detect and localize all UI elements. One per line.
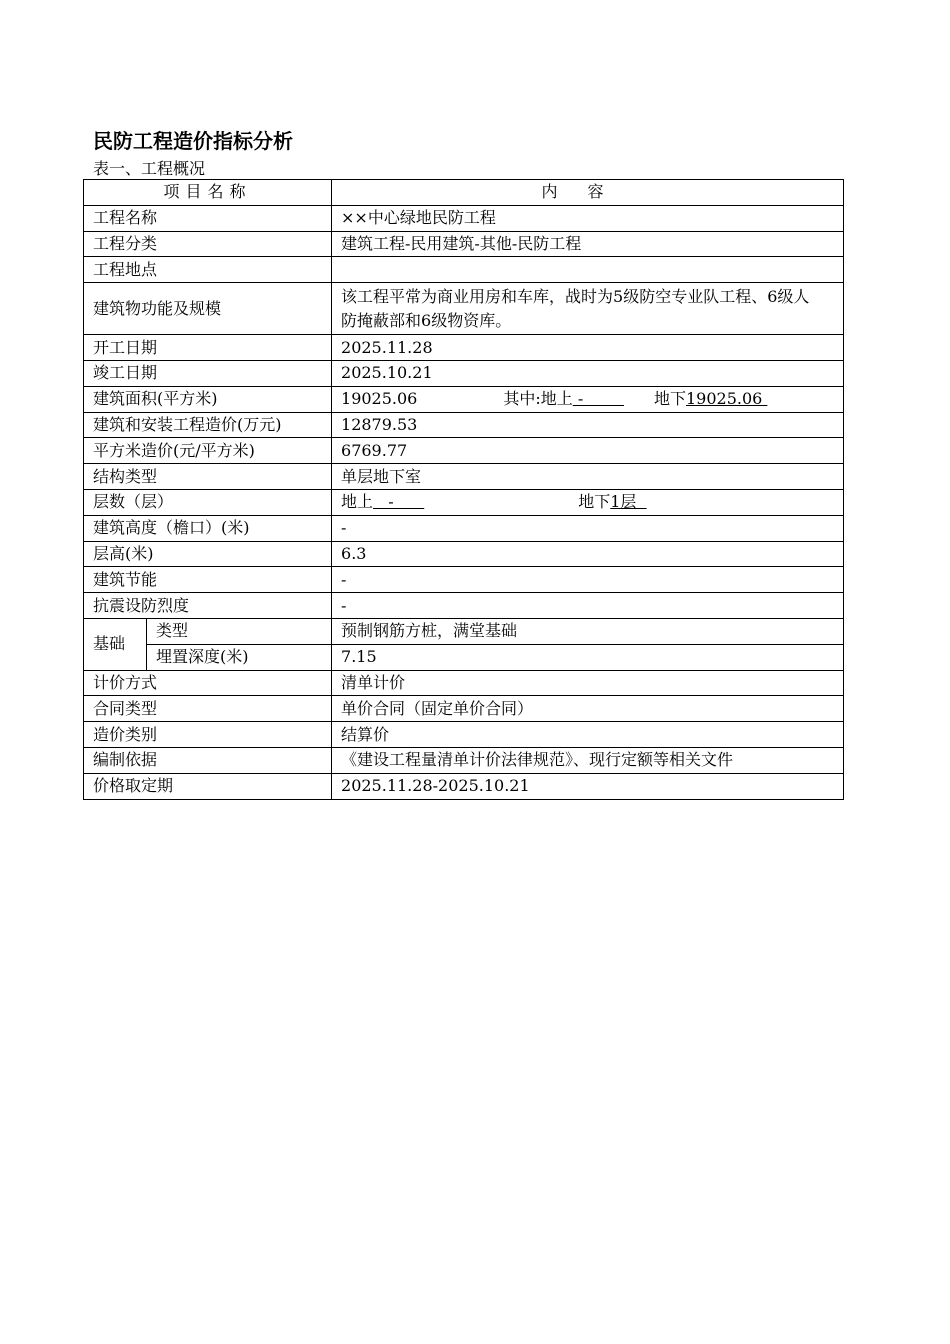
table-row xyxy=(84,515,844,541)
row-value: - xyxy=(332,593,844,619)
row-value: 6.3 xyxy=(332,541,844,567)
table-row xyxy=(84,644,844,670)
row-label: 工程名称 xyxy=(84,205,332,231)
row-value: 6769.77 xyxy=(332,438,844,464)
floors-above-label: 地上 xyxy=(341,492,374,512)
floors-below-value: 1层 xyxy=(610,492,647,512)
table-row xyxy=(84,205,844,231)
row-label: 工程分类 xyxy=(84,231,332,257)
area-total: 19025.06 xyxy=(341,389,418,409)
row-value: 单价合同（固定单价合同） xyxy=(332,696,844,722)
area-below-label: 地下 xyxy=(653,389,686,409)
row-value: 建筑工程-民用建筑-其他-民防工程 xyxy=(332,231,844,257)
row-label: 平方米造价(元/平方米) xyxy=(84,438,332,464)
row-label: 计价方式 xyxy=(84,670,332,696)
table-row xyxy=(84,618,844,644)
row-label: 建筑物功能及规模 xyxy=(84,283,332,335)
row-label: 建筑和安装工程造价(万元) xyxy=(84,412,332,438)
header-item-name: 项目名称 xyxy=(84,180,332,206)
row-value: 2025.10.21 xyxy=(332,360,844,386)
table-row xyxy=(84,412,844,438)
row-label: 层高(米) xyxy=(84,541,332,567)
table-row xyxy=(84,773,844,799)
row-label: 编制依据 xyxy=(84,747,332,773)
row-value: 7.15 xyxy=(332,644,844,670)
row-group-label: 基础 xyxy=(84,618,147,670)
row-value: 结算价 xyxy=(332,722,844,748)
row-value xyxy=(332,257,844,283)
table-row xyxy=(84,335,844,361)
area-above-value: - xyxy=(572,389,624,409)
row-value: 清单计价 xyxy=(332,670,844,696)
project-overview-table xyxy=(83,179,844,800)
area-below-value: 19025.06 xyxy=(685,389,768,409)
row-label: 开工日期 xyxy=(84,335,332,361)
row-label: 抗震设防烈度 xyxy=(84,593,332,619)
table-row xyxy=(84,360,844,386)
row-value: 该工程平常为商业用房和车库，战时为5级防空专业队工程、6级人防掩蔽部和6级物资库。 xyxy=(332,283,844,335)
table-row xyxy=(84,593,844,619)
table-header-row xyxy=(84,180,844,206)
table-row xyxy=(84,541,844,567)
table-row xyxy=(84,670,844,696)
table-caption: 表一、工程概况 xyxy=(93,159,206,178)
row-value-floors xyxy=(332,489,844,515)
row-value: 单层地下室 xyxy=(332,464,844,490)
row-label: 建筑面积(平方米) xyxy=(84,386,332,412)
row-value: 2025.11.28 xyxy=(332,335,844,361)
row-value: 《建设工程量清单计价法律规范》、现行定额等相关文件 xyxy=(332,747,844,773)
row-label: 结构类型 xyxy=(84,464,332,490)
row-value-area xyxy=(332,386,844,412)
row-sublabel: 类型 xyxy=(147,618,332,644)
row-value: 2025.11.28-2025.10.21 xyxy=(332,773,844,799)
table-row xyxy=(84,438,844,464)
row-label: 层数（层） xyxy=(84,489,332,515)
table-row xyxy=(84,464,844,490)
table-row xyxy=(84,747,844,773)
row-value: - xyxy=(332,567,844,593)
table-row xyxy=(84,722,844,748)
header-content: 内容 xyxy=(332,180,844,206)
row-value: ××中心绿地民防工程 xyxy=(332,205,844,231)
table-row xyxy=(84,386,844,412)
row-sublabel: 埋置深度(米) xyxy=(147,644,332,670)
row-label: 竣工日期 xyxy=(84,360,332,386)
row-label: 价格取定期 xyxy=(84,773,332,799)
table-row xyxy=(84,696,844,722)
row-label: 造价类别 xyxy=(84,722,332,748)
row-label: 工程地点 xyxy=(84,257,332,283)
table-row xyxy=(84,231,844,257)
floors-above-value: - xyxy=(373,492,425,512)
row-value: 12879.53 xyxy=(332,412,844,438)
table-row xyxy=(84,257,844,283)
row-label: 合同类型 xyxy=(84,696,332,722)
row-label: 建筑节能 xyxy=(84,567,332,593)
row-value: 预制钢筋方桩，满堂基础 xyxy=(332,618,844,644)
table-row xyxy=(84,567,844,593)
area-above-label: 其中:地上 xyxy=(503,389,573,409)
row-value: - xyxy=(332,515,844,541)
row-label: 建筑高度（檐口）(米) xyxy=(84,515,332,541)
table-row xyxy=(84,489,844,515)
floors-below-label: 地下 xyxy=(578,492,611,512)
document-title: 民防工程造价指标分析 xyxy=(93,129,293,153)
table-row xyxy=(84,283,844,335)
